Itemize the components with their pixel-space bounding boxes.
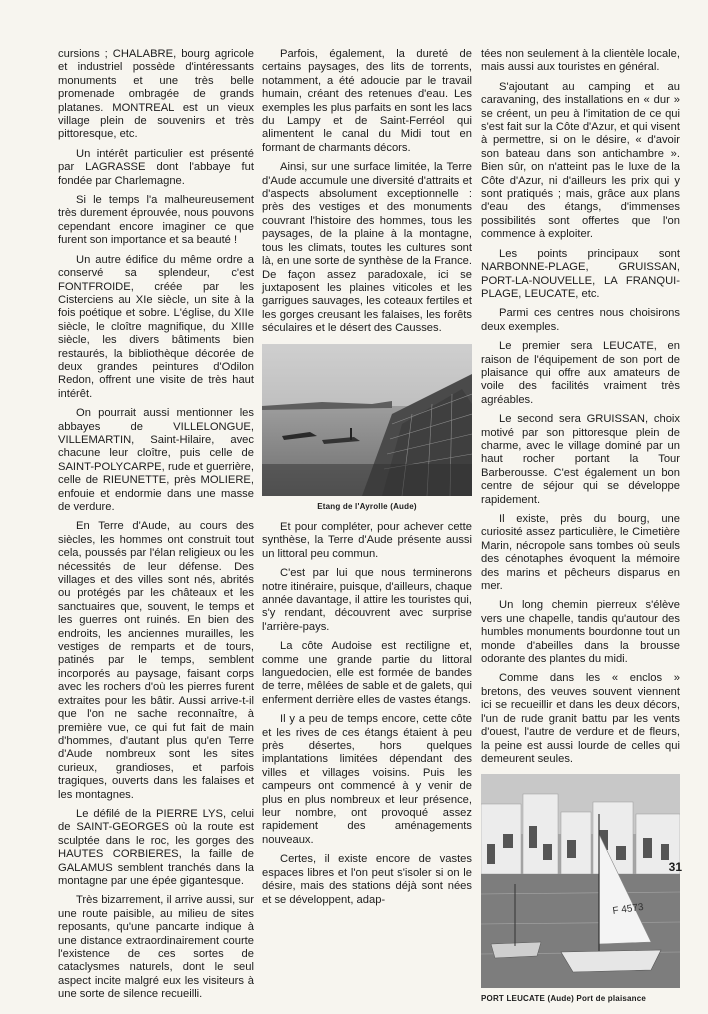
- paragraph: Un intérêt particulier est présenté par LAGRASSE dont l'abbaye fut fondée par Charlemagne.: [58, 147, 254, 187]
- paragraph: Comme dans les « enclos » bretons, des veuves souvent viennent ici se recueillir et dans les deux décors, l'un de rude granit battu par les vents d'ouest, l'autre de verdure et de fleurs, la peine est aussi lourde de celles qui demeurent seules.: [481, 672, 680, 765]
- paragraph: Les points principaux sont NARBONNE-PLAGE, GRUISSAN, PORT-LA-NOUVELLE, LA FRANQUI-PLAGE, LEUCATE, etc.: [481, 247, 680, 300]
- paragraph: Certes, il existe encore de vastes espaces libres et l'on peut s'isoler si on le désire, mais des stations déjà sont nées et se développent, adap-: [262, 853, 472, 906]
- paragraph: Le premier sera LEUCATE, en raison de l'équipement de son port de plaisance qui offre aux amateurs de voile des facilités vraiment très agréables.: [481, 340, 680, 406]
- paragraph: cursions ; CHALABRE, bourg agricole et industriel possède d'intéressants monuments et une très belle promenade ombragée de grands platanes. MONTREAL est un vieux village plein de souvenirs et très pittoresque, etc.: [58, 48, 254, 141]
- paragraph: Il y a peu de temps encore, cette côte et les rives de ces étangs étaient à peu près désertes, hors quelques implantations limitées dépendant des villes et villages voisins. Puis les campeurs ont commencé à y venir de plus en plus nombreux et leur présence, leur nombre, ont provoqué assez rapidement des aménagements nouveaux.: [262, 713, 472, 846]
- text-column-3: [481, 48, 680, 1014]
- figure-caption: Etang de l'Ayrolle (Aude): [317, 501, 417, 511]
- sail-number: F 4573: [611, 902, 645, 918]
- paragraph: Il existe, près du bourg, une curiosité assez particulière, le Cimetière Marin, nécropole sans tombes où seuls des cénotaphes évoquent la mémoire des marins et pêcheurs disparus en mer.: [481, 513, 680, 593]
- paragraph: Le défilé de la PIERRE LYS, celui de SAINT-GEORGES où la route est sculptée dans le roc, les gorges des HAUTES CORBIERES, la faille de GALAMUS semblent tranchés dans la montagne par une épée gigantesque.: [58, 807, 254, 887]
- paragraph: Parfois, également, la dureté de certains paysages, des lits de torrents, notamment, a été adoucie par le travail humain, créant des retenues d'eau. Les exemples les plus parfaits en sont les lacs du Lampy et de Saint-Ferréol qui alimentent le canal du Midi tout en formant de charmants décors.: [262, 48, 472, 154]
- paragraph: Un autre édifice du même ordre a conservé sa splendeur, c'est FONTFROIDE, créée par les Cisterciens au XIe siècle, un site à la fois poétique et sobre. L'église, du XIIe siècle, le cloître magnifique, du XIIIe siècle, les divers bâtiments bien restaurés, la bibliothèque décorée de deux grandes peintures d'Odilon Redon, offrent une visite de très haut intérêt.: [58, 253, 254, 400]
- paragraph: En Terre d'Aude, au cours des siècles, les hommes ont construit tout cela, poussés par l'élan religieux ou les nécessités de leur défense. Des villages et des villes sont nés, abrités ou protégés par les châteaux et les sanctuaires que, souvent, le temps et les guerres ont ruinés. En bien des endroits, les anciennes murailles, les vestiges de remparts et de tours, patinés par le temps, semblent incorporés au paysage, faisant corps avec les rochers d'où les pierres furent extraites pour les bâtir. Aussi arrive-t-il que l'on ne sache reconnaître, à première vue, ce qui fut fait de main d'hommes, d'autant plus qu'en Terre d'Aude nombreux sont les sites curieux, grandioses, et parfois tragiques, ouverts dans les falaises et les montagnes.: [58, 520, 254, 801]
- figure-etang: [262, 344, 472, 513]
- paragraph: C'est par lui que nous terminerons notre itinéraire, puisque, d'ailleurs, chaque année davantage, il attire les touristes qui, s'y rendant, découvrent avec surprise l'arrière-pays.: [262, 567, 472, 633]
- text-column-2: [262, 48, 472, 913]
- page-number: 31: [668, 860, 682, 874]
- paragraph: tées non seulement à la clientèle locale, mais aussi aux touristes en général.: [481, 48, 680, 74]
- paragraph: Si le temps l'a malheureusement très durement éprouvée, nous pouvons cependant encore imaginer ce que furent son importance et sa beauté !: [58, 194, 254, 247]
- paragraph: Le second sera GRUISSAN, choix motivé par son pittoresque plein de charme, avec le village dominé par un haut rocher portant la Tour Barberousse. C'est également un bon centre de séjour qui se développe rapidement.: [481, 413, 680, 506]
- paragraph: Un long chemin pierreux s'élève vers une chapelle, tandis qu'autour des humbles monuments bourdonne tout un monde d'abeilles dans la brousse odorante des plantes du midi.: [481, 599, 680, 666]
- paragraph: Ainsi, sur une surface limitée, la Terre d'Aude accumule une diversité d'attraits et d'aspects absolument exceptionnelle : près des vestiges et des monuments couvrant l'histoire des hommes, tous les paysages, de la plaine à la montagne, tous les climats, toutes les cultures sont là, en une sorte de synthèse de la France. De façon assez paradoxale, ici se juxtaposent les plaines viticoles et les garrigues sauvages, les coteaux fertiles et les gorges creusant les falaises, les forêts séculaires et le désert des Causses.: [262, 161, 472, 335]
- figure-caption: PORT LEUCATE (Aude) Port de plaisance: [481, 994, 647, 1004]
- figure-port-leucate: [481, 774, 680, 1005]
- etang-photo: [262, 344, 472, 496]
- text-column-1: [58, 48, 254, 1008]
- paragraph: Très bizarrement, il arrive aussi, sur une route paisible, au milieu de sites reposants, qu'une pancarte indique à une distance extraordinairement courte l'existence de ces sortes de cataclysmes naturels, dont le seul aspect incite malgré eux les visiteurs à une sorte de silence recueilli.: [58, 894, 254, 1001]
- paragraph: La côte Audoise est rectiligne et, comme une grande partie du littoral languedocien, elle est formée de bandes de terre, mêlées de sable et de galets, qui enferment derrière elles de vastes étangs.: [262, 640, 472, 706]
- paragraph: Et pour compléter, pour achever cette synthèse, la Terre d'Aude présente aussi un littoral peu commun.: [262, 520, 472, 560]
- port-leucate-photo: [481, 774, 680, 988]
- paragraph: Parmi ces centres nous choisirons deux exemples.: [481, 307, 680, 333]
- paragraph: On pourrait aussi mentionner les abbayes de VILLELONGUE, VILLEMARTIN, Saint-Hilaire, avec chacune leur cloître, puis celle de SAINT-POLYCARPE, rude et guerrière, celle de RIEUNETTE, près MOLIERE, enfouie et endormie dans une masse de verdure.: [58, 407, 254, 513]
- paragraph: S'ajoutant au camping et au caravaning, des installations en « dur » se créent, un peu à l'imitation de ce qui s'est fait sur la Côte d'Azur, et qui visent à permettre, si on le désire, « d'avoir son bateau dans son antichambre ». Bien sûr, on n'atteint pas le luxe de la Côte d'Azur, ni d'ailleurs les prix qui y sont pratiqués ; mais, grâce aux plans d'eau des étangs, d'immenses possibilités sont offertes que l'on commence à exploiter.: [481, 80, 680, 241]
